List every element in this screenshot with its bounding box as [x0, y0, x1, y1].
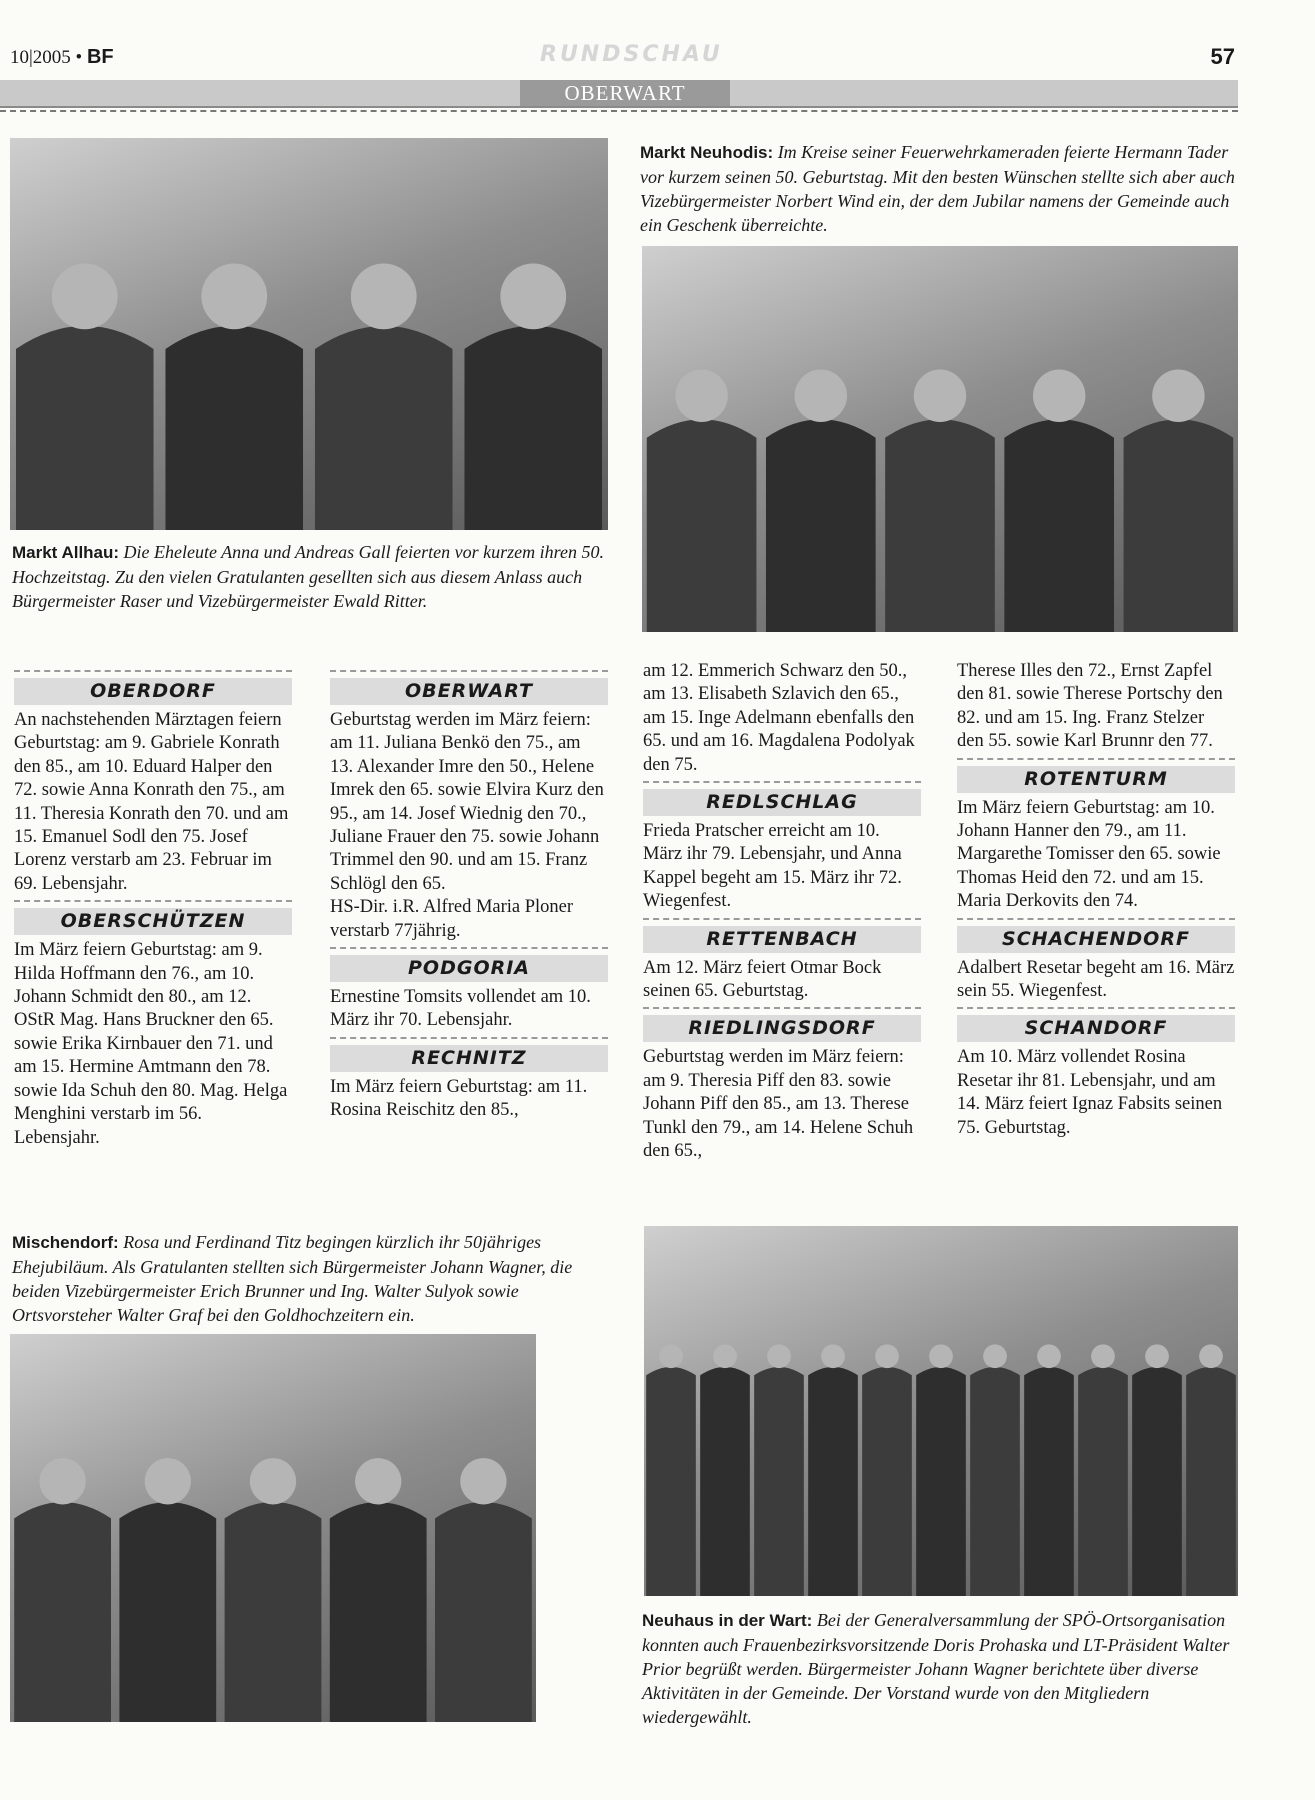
- person-head: [1091, 1344, 1115, 1368]
- person-body: [225, 1502, 322, 1722]
- caption-text: Im Kreise seiner Feuerwehrkameraden feierte Hermann Tader vor kurzem seinen 50. Geburtstag. Mit den besten Wünschen stellte sich aber auch Vizebürgermeister Norbert Wind ein, der dem Jubilar namens der Gemeinde auch ein Geschenk überreichte.: [640, 142, 1235, 235]
- caption-text: Bei der Generalversammlung der SPÖ-Ortsorganisation konnten auch Frauenbezirksvorsitzende Doris Prohaska und LT-Präsident Walter Prior begrüßt werden. Bürgermeister Johann Wagner berichtete über diverse Aktivitäten in der Gemeinde. Der Vorstand wurde von den Mitgliedern wiedergewählt.: [642, 1610, 1230, 1727]
- person-body: [165, 326, 303, 530]
- person-body: [1186, 1367, 1236, 1596]
- person-body: [646, 1367, 696, 1596]
- person-body: [1004, 419, 1114, 632]
- photo-mischendorf: [10, 1334, 536, 1722]
- region-bar: [0, 80, 1238, 108]
- section-head-podgoria: PODGORIA: [330, 947, 608, 982]
- person-head: [1152, 370, 1204, 422]
- person-head: [659, 1344, 683, 1368]
- person-head: [39, 1458, 85, 1504]
- caption-neuhaus: [642, 1608, 1240, 1729]
- person-body: [862, 1367, 912, 1596]
- caption-markt-allhau: [12, 540, 612, 613]
- person-head: [145, 1458, 191, 1504]
- person-head: [250, 1458, 296, 1504]
- person-body: [16, 326, 154, 530]
- caption-location: Mischendorf:: [12, 1233, 119, 1252]
- person-head: [675, 370, 727, 422]
- section-text-redlschlag: Frieda Pratscher erreicht am 10. März ihr 79. Lebensjahr, und Anna Kappel begeht am 15. März ihr 72. Wiegenfest.: [643, 821, 902, 912]
- issue-number: 10|2005 •: [10, 47, 83, 68]
- person-head: [713, 1344, 737, 1368]
- person-head: [460, 1458, 506, 1504]
- person-head: [875, 1344, 899, 1368]
- section-text-rettenbach: Am 12. März feiert Otmar Bock seinen 65. Geburtstag.: [643, 957, 882, 1002]
- person-body: [1124, 419, 1234, 632]
- person-head: [914, 370, 966, 422]
- column-2: [330, 660, 608, 1123]
- person-head: [1199, 1344, 1223, 1368]
- photo-neuhaus-figures: [644, 1226, 1238, 1596]
- photo-mischendorf-figures: [10, 1334, 536, 1722]
- section-head-rotenturm: ROTENTURM: [957, 758, 1235, 793]
- column-1: [14, 660, 292, 1150]
- section-text-riedlingsdorf-cont: Therese Illes den 72., Ernst Zapfel den 81. sowie Therese Portschy den 82. und am 15. Ing. Franz Stelzer den 55. sowie Karl Brunnr den 77.: [957, 661, 1223, 752]
- photo-neuhaus: [644, 1226, 1238, 1596]
- photo-markt-allhau: [10, 138, 608, 530]
- section-head-redlschlag: REDLSCHLAG: [643, 781, 921, 816]
- person-body: [754, 1367, 804, 1596]
- person-body: [315, 326, 453, 530]
- header-divider: [0, 110, 1238, 112]
- person-body: [766, 419, 876, 632]
- region-title: OBERWART: [520, 80, 730, 106]
- person-head: [52, 263, 118, 329]
- person-body: [330, 1502, 427, 1722]
- person-head: [201, 263, 267, 329]
- section-head-rettenbach: RETTENBACH: [643, 918, 921, 953]
- person-body: [1024, 1367, 1074, 1596]
- photo-markt-neuhodis: [642, 246, 1238, 632]
- section-head-rechnitz: RECHNITZ: [330, 1037, 608, 1072]
- person-head: [351, 263, 417, 329]
- column-4: [957, 660, 1235, 1140]
- section-head-oberschuetzen: OBERSCHÜTZEN: [14, 900, 292, 935]
- section-head-oberdorf: OBERDORF: [14, 670, 292, 705]
- section-text-rotenturm: Im März feiern Geburtstag: am 10. Johann Hanner den 79., am 11. Margarethe Tomisser den 65. sowie Thomas Heid den 72. und am 15. Maria Derkovits den 74.: [957, 797, 1221, 912]
- person-body: [970, 1367, 1020, 1596]
- section-text-rechnitz: Im März feiern Geburtstag: am 11. Rosina Reischitz den 85.,: [330, 1076, 588, 1121]
- section-text-oberwart-obit: HS-Dir. i.R. Alfred Maria Ploner verstarb 77jährig.: [330, 897, 574, 941]
- section-head-schandorf: SCHANDORF: [957, 1007, 1235, 1042]
- person-head: [821, 1344, 845, 1368]
- caption-location: Markt Neuhodis:: [640, 143, 774, 162]
- person-head: [500, 263, 566, 329]
- person-head: [355, 1458, 401, 1504]
- person-head: [1033, 370, 1085, 422]
- caption-location: Neuhaus in der Wart:: [642, 1611, 813, 1630]
- caption-location: Markt Allhau:: [12, 543, 120, 562]
- section-head-oberwart: OBERWART: [330, 670, 608, 705]
- person-head: [767, 1344, 791, 1368]
- person-body: [1078, 1367, 1128, 1596]
- photo-allhau-figures: [10, 138, 608, 530]
- section-text-rechnitz-cont: am 12. Emmerich Schwarz den 50., am 13. Elisabeth Szlavich den 65., am 15. Inge Adelmann ebenfalls den 65. und am 16. Magdalena Podolyak den 75.: [643, 661, 915, 775]
- page-number: 57: [1210, 44, 1235, 69]
- person-head: [1145, 1344, 1169, 1368]
- person-head: [929, 1344, 953, 1368]
- section-text-podgoria: Ernestine Tomsits vollendet am 10. März ihr 70. Lebensjahr.: [330, 987, 591, 1031]
- section-text-schandorf: Am 10. März vollendet Rosina Resetar ihr 81. Lebensjahr, und am 14. März feiert Ignaz Fabsits seinen 75. Geburtstag.: [957, 1047, 1223, 1138]
- caption-markt-neuhodis: [640, 140, 1238, 237]
- person-body: [435, 1502, 532, 1722]
- section-text-riedlingsdorf: Geburtstag werden im März feiern: am 9. Theresia Piff den 83. sowie Johann Piff den 85., am 13. Therese Tunkl den 79., am 14. Helene Schuh den 65.,: [643, 1047, 914, 1162]
- caption-mischendorf: [12, 1230, 612, 1327]
- person-body: [808, 1367, 858, 1596]
- person-body: [885, 419, 995, 632]
- caption-text: Die Eheleute Anna und Andreas Gall feierten vor kurzem ihren 50. Hochzeitstag. Zu den vielen Gratulanten gesellten sich aus diesem Anlass auch Bürgermeister Raser und Vizebürgermeister Ewald Ritter.: [12, 542, 604, 611]
- photo-neuhodis-figures: [642, 246, 1238, 632]
- section-text-oberschuetzen: Im März feiern Geburtstag: am 9. Hilda Hoffmann den 76., am 10. Johann Schmidt den 80., am 12. OStR Mag. Hans Bruckner den 65. sowie Erika Kirnbauer den 71. und am 15. Hermine Amtmann den 78. sowie Ida Schuh den 80. Mag. Helga Menghini verstarb im 56. Lebensjahr.: [14, 940, 288, 1148]
- person-body: [14, 1502, 111, 1722]
- brand-label: BF: [86, 46, 114, 68]
- section-text-schachendorf: Adalbert Resetar begeht am 16. März sein 55. Wiegenfest.: [957, 957, 1235, 1002]
- person-body: [916, 1367, 966, 1596]
- section-head-schachendorf: SCHACHENDORF: [957, 918, 1235, 953]
- caption-text: Rosa und Ferdinand Titz begingen kürzlich ihr 50jähriges Ehejubiläum. Als Gratulanten stellten sich Bürgermeister Johann Wagner, die beiden Vizebürgermeister Erich Brunner und Ing. Walter Sulyok sowie Ortsvorsteher Walter Graf bei den Goldhochzeitern ein.: [12, 1232, 573, 1325]
- person-head: [1037, 1344, 1061, 1368]
- column-3: [643, 660, 921, 1164]
- issue-date: [10, 46, 114, 69]
- person-head: [983, 1344, 1007, 1368]
- section-text-oberdorf: An nachstehenden Märztagen feiern Geburtstag: am 9. Gabriele Konrath den 85., am 10. Eduard Halper den 72. sowie Anna Konrath den 75., am 11. Theresia Konrath den 70. und am 15. Emanuel Sodl den 75. Josef Lorenz verstarb am 23. Februar im 69. Lebensjahr.: [14, 710, 289, 894]
- section-head-riedlingsdorf: RIEDLINGSDORF: [643, 1007, 921, 1042]
- person-body: [1132, 1367, 1182, 1596]
- section-text-oberwart: Geburtstag werden im März feiern: am 11. Juliana Benkö den 75., am 13. Alexander Imre den 50., Helene Imrek den 65. sowie Elvira Kurz den 95., am 14. Josef Wiednig den 70., Juliane Frauer den 75. sowie Johann Trimmel den 90. und am 15. Franz Schlögl den 65.: [330, 710, 604, 894]
- person-body: [700, 1367, 750, 1596]
- section-title: RUNDSCHAU: [540, 42, 723, 67]
- person-body: [119, 1502, 216, 1722]
- person-head: [795, 370, 847, 422]
- person-body: [647, 419, 757, 632]
- person-body: [464, 326, 602, 530]
